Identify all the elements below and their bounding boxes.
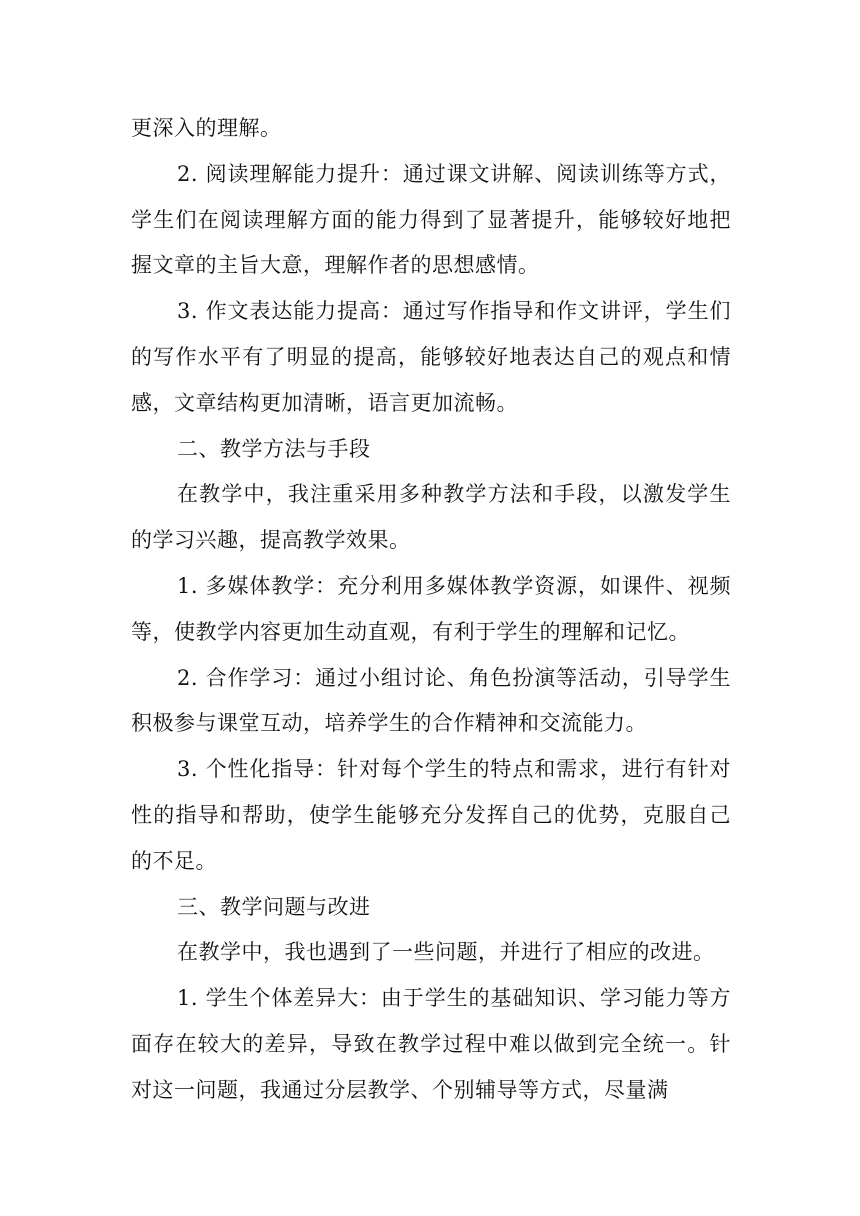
document-body: [131, 106, 731, 1114]
paragraph-methods-intro: 在教学中，我注重采用多种教学方法和手段，以激发学生的学习兴趣，提高教学效果。: [131, 482, 731, 553]
paragraph-cooperative-learning: 2. 合作学习：通过小组讨论、角色扮演等活动，引导学生积极参与课堂互动，培养学生的合作精神和交流能力。: [131, 665, 731, 736]
paragraph-writing-ability: 3. 作文表达能力提高：通过写作指导和作文讲评，学生们的写作水平有了明显的提高，能够较好地表达自己的观点和情感，文章结构更加清晰，语言更加流畅。: [131, 299, 731, 415]
paragraph-continuation: 更深入的理解。: [131, 116, 282, 140]
section-heading-methods: 二、教学方法与手段: [177, 436, 371, 461]
paragraph-multimedia: 1. 多媒体教学：充分利用多媒体教学资源，如课件、视频等，使教学内容更加生动直观，有利于学生的理解和记忆。: [131, 573, 731, 644]
paragraph-reading-ability: 2. 阅读理解能力提升：通过课文讲解、阅读训练等方式，学生们在阅读理解方面的能力得到了显著提升，能够较好地把握文章的主旨大意，理解作者的思想感情。: [131, 161, 731, 278]
section-heading-problems: 三、教学问题与改进: [177, 894, 371, 919]
paragraph-problems-intro: 在教学中，我也遇到了一些问题，并进行了相应的改进。: [177, 940, 715, 965]
paragraph-individual-differences: 1. 学生个体差异大：由于学生的基础知识、学习能力等方面存在较大的差异，导致在教学过程中难以做到完全统一。针对这一问题，我通过分层教学、个别辅导等方式，尽量满: [131, 986, 731, 1102]
paragraph-personalized-guidance: 3. 个性化指导：针对每个学生的特点和需求，进行有针对性的指导和帮助，使学生能够充分发挥自己的优势，克服自己的不足。: [131, 757, 731, 873]
